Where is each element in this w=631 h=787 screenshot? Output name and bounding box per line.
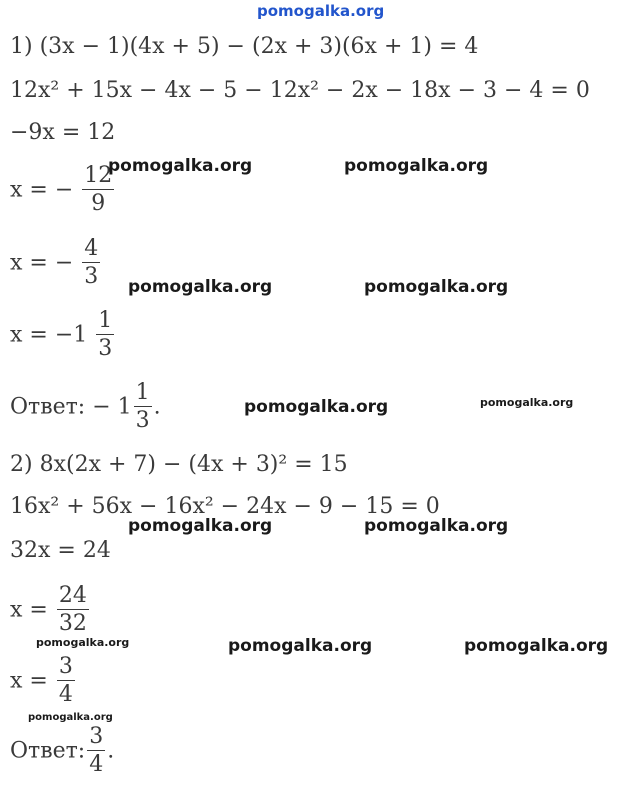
fraction-denominator: 32 <box>58 611 87 636</box>
fraction-denominator: 9 <box>82 189 114 218</box>
problem2-step5-lhs: x = <box>10 668 48 694</box>
watermark: pomogalka.org <box>480 396 574 409</box>
problem2-answer <box>10 724 114 779</box>
fraction-denominator: 4 <box>58 682 73 707</box>
watermark: pomogalka.org <box>108 156 253 176</box>
fraction-denominator: 4 <box>89 752 104 777</box>
watermark: pomogalka.org <box>36 636 130 649</box>
answer-end: . <box>153 394 161 420</box>
fraction-numerator: 4 <box>84 236 99 261</box>
problem2-answer-fraction <box>87 724 105 779</box>
fraction-numerator: 3 <box>89 724 104 749</box>
problem2-step4-lhs: x = <box>10 597 48 623</box>
problem1-step6-lhs: x = −1 <box>10 322 88 348</box>
problem2-label: 2) <box>10 452 33 477</box>
problem2-line3: 32x = 24 <box>10 538 111 563</box>
problem1-answer-fraction <box>134 380 152 435</box>
problem1-step5-lhs: x = − <box>10 250 74 276</box>
fraction-numerator: 24 <box>58 583 87 608</box>
answer-label: Ответ: <box>10 738 86 764</box>
watermark: pomogalka.org <box>28 712 113 723</box>
problem1-step4 <box>10 163 116 218</box>
problem1-step6-fraction <box>96 308 114 363</box>
problem1-step4-lhs: x = − <box>10 177 74 203</box>
problem1-answer <box>10 380 161 435</box>
fraction-denominator: 3 <box>84 264 99 289</box>
fraction-numerator: 12 <box>84 163 113 188</box>
fraction-denominator: 3 <box>98 336 113 361</box>
watermark: pomogalka.org <box>464 636 609 656</box>
watermark: pomogalka.org <box>128 277 273 297</box>
problem2-step5-fraction <box>57 654 75 709</box>
watermark: pomogalka.org <box>128 516 273 536</box>
problem1-step6 <box>10 308 116 363</box>
fraction-numerator: 1 <box>135 380 150 405</box>
problem1-equation: (3x − 1)(4x + 5) − (2x + 3)(6x + 1) = 4 <box>39 34 479 59</box>
problem2-line1 <box>10 454 348 476</box>
problem1-step5 <box>10 236 102 291</box>
fraction-denominator: 3 <box>135 408 150 433</box>
watermark: pomogalka.org <box>244 397 389 417</box>
problem1-label: 1) <box>10 34 33 59</box>
problem1-line2: 12x² + 15x − 4x − 5 − 12x² − 2x − 18x − 3 − 4 = 0 <box>10 78 590 103</box>
problem1-step5-fraction <box>82 236 100 291</box>
answer-end: . <box>107 738 115 764</box>
answer-label: Ответ: <box>10 394 86 420</box>
fraction-numerator: 3 <box>58 654 73 679</box>
problem2-step5 <box>10 654 77 709</box>
problem2-step4-fraction <box>57 583 89 638</box>
watermark: pomogalka.org <box>364 277 509 297</box>
watermark: pomogalka.org <box>344 156 489 176</box>
problem1-line1 <box>10 36 478 58</box>
problem2-step4 <box>10 583 91 638</box>
watermark-top: pomogalka.org <box>257 2 385 20</box>
watermark: pomogalka.org <box>228 636 373 656</box>
problem2-equation: 8x(2x + 7) − (4x + 3)² = 15 <box>39 452 348 477</box>
fraction-numerator: 1 <box>98 308 113 333</box>
watermark: pomogalka.org <box>364 516 509 536</box>
answer-sign: − 1 <box>92 394 132 420</box>
problem2-line2: 16x² + 56x − 16x² − 24x − 9 − 15 = 0 <box>10 494 440 519</box>
problem1-line3: −9x = 12 <box>10 120 116 145</box>
